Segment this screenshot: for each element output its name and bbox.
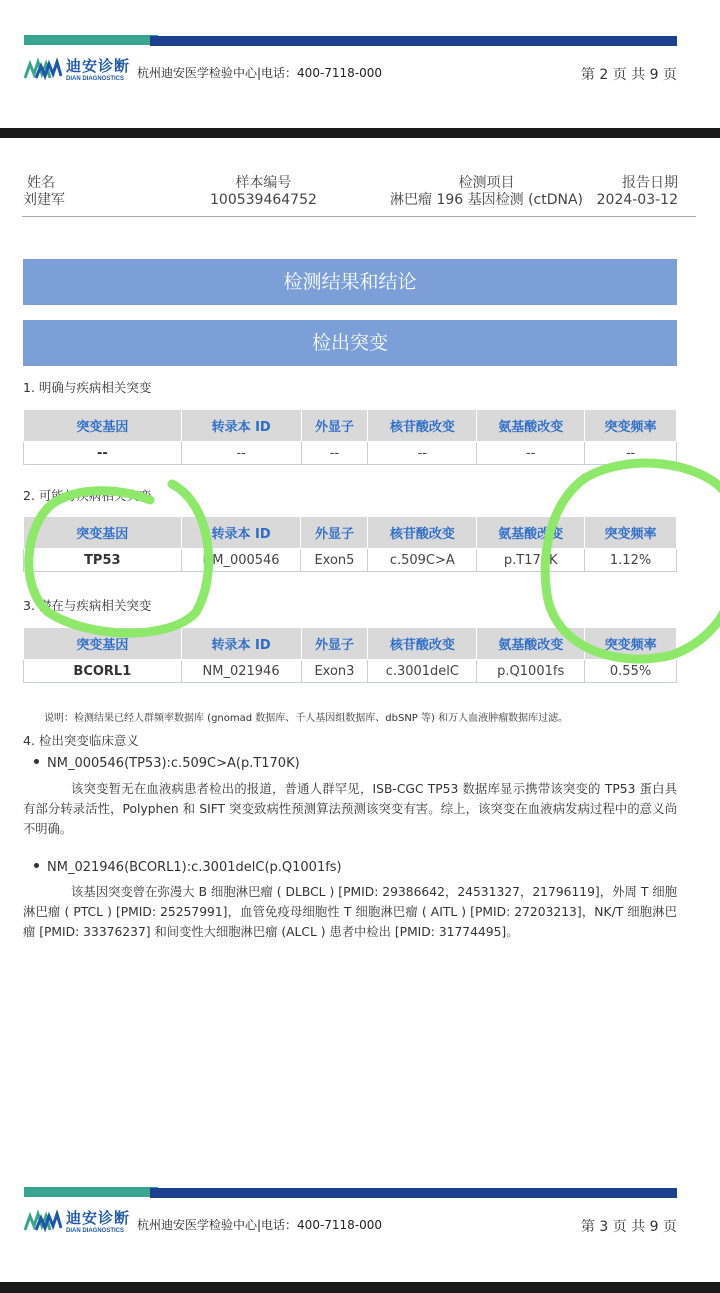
sample-id: 样本编号 100539464752 [210,175,317,208]
bullet-icon [34,759,39,764]
test-item: 检测项目 淋巴瘤 196 基因检测 (ctDNA) [390,175,584,208]
patient-divider [22,216,696,217]
header-info: 杭州迪安医学检验中心|电话：400-7118-000 [137,66,383,80]
table-row: BCORL1 NM_021946 Exon3 c.3001delC p.Q1001fs 0.55% [24,660,677,683]
variant-2-title: NM_021946(BCORL1):c.3001delC(p.Q1001fs) [34,860,342,875]
header-stripe-teal [24,35,158,45]
table-potential [23,627,677,683]
col-frequency: 突变频率 [585,410,677,442]
bullet-icon [34,863,39,868]
table-header-row [24,410,677,442]
table-possible [23,516,677,572]
page-separator-bottom [0,1282,720,1293]
dian-logo-icon [24,58,62,82]
logo-text-en: DIAN DIAGNOSTICS [66,75,125,82]
section-4-title: 4. 检出突变临床意义 [23,733,139,748]
section-2-title: 2. 可能与疾病相关突变 [23,488,152,503]
page-number: 第 2 页 共 9 页 [580,67,677,83]
table-row: TP53 NM_000546 Exon5 c.509C>A p.T170K 1.12% [24,549,677,572]
section-1-title: 1. 明确与疾病相关突变 [23,380,152,395]
header-stripe-navy [150,36,677,46]
logo-text-en: DIAN DIAGNOSTICS [66,1227,125,1234]
company-logo [24,58,130,82]
variant-1-title: NM_000546(TP53):c.509C>A(p.T170K) [34,756,300,771]
page-number-bottom: 第 3 页 共 9 页 [580,1219,677,1235]
footer-stripe-teal [24,1187,158,1197]
table-row: -- -- -- -- -- -- [24,442,677,465]
col-gene: 突变基因 [24,410,182,442]
col-exon: 外显子 [301,410,368,442]
results-banner: 检测结果和结论 [23,259,677,305]
col-aminoacid: 氨基酸改变 [477,410,585,442]
col-transcript: 转录本 ID [181,410,301,442]
variant-1-text: 该突变暂无在血液病患者检出的报道，普通人群罕见，ISB-CGC TP53 数据库显示携带该突变的 TP53 蛋白具有部分转录活性，Polyphen 和 SIFT 突变致病性预测算法预测该突变有害。综上，该突变在血液病发病过程中的意义尚不明确。 [23,782,677,836]
company-logo-bottom [24,1210,130,1234]
table-header-row: 突变基因 转录本 ID 外显子 核苷酸改变 氨基酸改变 突变频率 [24,517,677,549]
logo-text-cn: 迪安诊断 [66,1208,131,1227]
table-definite [23,409,677,465]
logo-text-cn: 迪安诊断 [66,56,131,75]
patient-info [22,175,678,211]
dian-logo-icon [24,1210,62,1234]
table-header-row: 突变基因 转录本 ID 外显子 核苷酸改变 氨基酸改变 突变频率 [24,628,677,660]
variant-2-text: 该基因突变曾在弥漫大 B 细胞淋巴瘤 ( DLBCL ) [PMID: 29386642，24531327，21796119]，外周 T 细胞淋巴瘤 ( PTCL ) [PMID: 25257991]，血管免疫母细胞性 T 细胞淋巴瘤 ( AITL ) [PMID: 27203213]，NK/T 细胞淋巴瘤 [PMID: 33376237] 和间变性大细胞淋巴瘤 (ALCL ) 患者中检出 [PMID: 31774495]。 [23,885,677,939]
report-date: 报告日期 2024-03-12 [596,175,678,208]
patient-name: 姓名 刘建军 [23,175,65,208]
footer-stripe-navy [150,1188,677,1198]
filter-note: 说明：检测结果已经人群频率数据库 (gnomad 数据库、千人基因组数据库、dbSNP 等) 和万人血液肿瘤数据库过滤。 [44,713,569,724]
page-separator [0,128,720,138]
col-nucleotide: 核苷酸改变 [368,410,477,442]
header-info-bottom: 杭州迪安医学检验中心|电话：400-7118-000 [137,1218,383,1232]
detected-banner: 检出突变 [23,320,677,366]
section-3-title: 3. 潜在与疾病相关突变 [23,598,152,613]
